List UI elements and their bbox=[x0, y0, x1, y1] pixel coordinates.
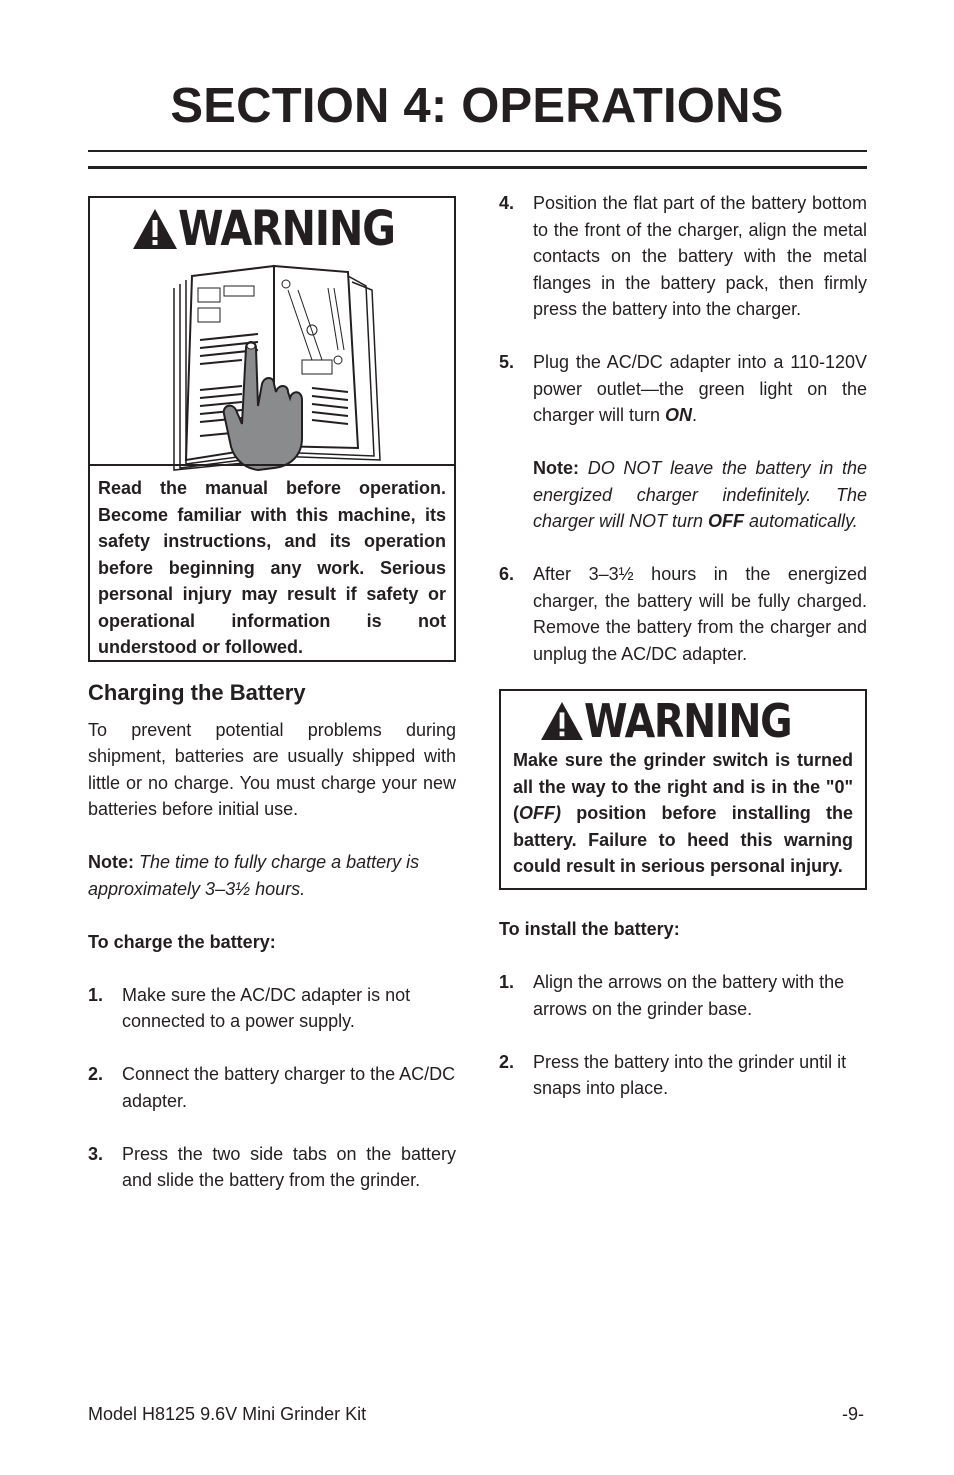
off-emphasis: OFF bbox=[708, 511, 745, 531]
warning-box-switch bbox=[499, 689, 867, 890]
step-text-part: Plug the AC/DC adapter into a 110-120V power outlet—the green light on the charger will turn bbox=[533, 352, 867, 425]
charge-step bbox=[88, 1141, 456, 1194]
note-label: Note: bbox=[88, 852, 134, 872]
note-paragraph bbox=[88, 849, 456, 902]
charge-step bbox=[499, 561, 867, 667]
charge-step bbox=[88, 982, 456, 1035]
note-text: automatically. bbox=[744, 511, 858, 531]
step-number: 2. bbox=[499, 1051, 515, 1072]
footer-model: Model H8125 9.6V Mini Grinder Kit bbox=[88, 1404, 367, 1424]
step-text: Make sure the AC/DC adapter is not connected to a power supply. bbox=[122, 984, 411, 1031]
note-label: Note: bbox=[533, 458, 579, 478]
title-rule-thin bbox=[88, 150, 867, 152]
charge-step bbox=[499, 349, 867, 429]
step-number: 5. bbox=[499, 352, 515, 372]
warning-word: WARNING bbox=[584, 693, 792, 748]
page-title: SECTION 4: OPERATIONS bbox=[170, 79, 784, 133]
install-step bbox=[499, 1049, 867, 1102]
warning-text bbox=[513, 747, 853, 880]
step-number: 4. bbox=[499, 193, 515, 213]
warning-header bbox=[132, 200, 430, 257]
note-text: DO NOT leave the battery in the energized charger indefinitely. The charger will NOT turn bbox=[533, 458, 867, 531]
step-text: Position the flat part of the battery bottom to the front of the charger, align the metal contacts on the battery with the metal flanges in the battery pack, then firmly press the battery into the charger. bbox=[533, 193, 867, 319]
right-column bbox=[499, 190, 867, 1102]
subheading-charge: To charge the battery: bbox=[88, 931, 276, 952]
step-number: 2. bbox=[88, 1064, 104, 1084]
step-number: 1. bbox=[88, 984, 104, 1005]
title-rule-thick bbox=[88, 166, 867, 169]
step-number: 3. bbox=[88, 1143, 104, 1164]
left-column bbox=[88, 196, 456, 1194]
step-text: Press the battery into the grinder until it snaps into place. bbox=[533, 1051, 847, 1098]
warning-text: Read the manual before operation. Become familiar with this machine, its safety instructions, and its operation before beginning any work. Serious personal injury may result if safety or operational information is not understood or followed. bbox=[98, 478, 446, 657]
footer-page-number: -9- bbox=[842, 1404, 864, 1424]
warning-box-manual bbox=[88, 196, 456, 662]
warning-triangle-icon bbox=[540, 701, 584, 741]
note-text: The time to fully charge a battery is approximately 3–3½ hours. bbox=[88, 852, 420, 899]
step-text-part: . bbox=[692, 405, 698, 425]
warning-header bbox=[513, 693, 853, 748]
on-emphasis: ON bbox=[665, 405, 693, 425]
install-step bbox=[499, 969, 867, 1022]
subheading-install: To install the battery: bbox=[499, 919, 680, 939]
warning-text-part: position before installing the battery. Failure to heed this warning could result in serious personal injury. bbox=[513, 803, 853, 876]
step-text: Align the arrows on the battery with the arrows on the grinder base. bbox=[533, 972, 845, 1019]
intro-paragraph: To prevent potential problems during shipment, batteries are usually shipped with little or no charge. You must charge your new batteries before initial use. bbox=[88, 719, 456, 819]
charge-step bbox=[499, 190, 867, 323]
section-heading: Charging the Battery bbox=[88, 680, 306, 705]
step-text: After 3–3½ hours in the energized charger, the battery will be fully charged. Remove the battery from the charger and unplug the AC/DC adapter. bbox=[533, 564, 867, 664]
charge-step bbox=[88, 1061, 456, 1114]
warning-triangle-icon bbox=[132, 208, 178, 250]
warning-divider bbox=[90, 464, 454, 466]
off-emphasis: OFF) bbox=[519, 803, 561, 823]
step-text bbox=[533, 349, 867, 429]
warning-word: WARNING bbox=[178, 200, 395, 257]
step-number: 1. bbox=[499, 972, 515, 992]
manual-book-icon bbox=[162, 260, 392, 472]
step-text: Press the two side tabs on the battery and slide the battery from the grinder. bbox=[122, 1143, 456, 1190]
step-number: 6. bbox=[499, 564, 515, 584]
warning-text-part: Make sure the grinder switch is turned all the way to the right and is in the "0" ( bbox=[513, 750, 853, 823]
charger-note bbox=[499, 455, 867, 535]
step-text: Connect the battery charger to the AC/DC adapter. bbox=[122, 1064, 456, 1111]
